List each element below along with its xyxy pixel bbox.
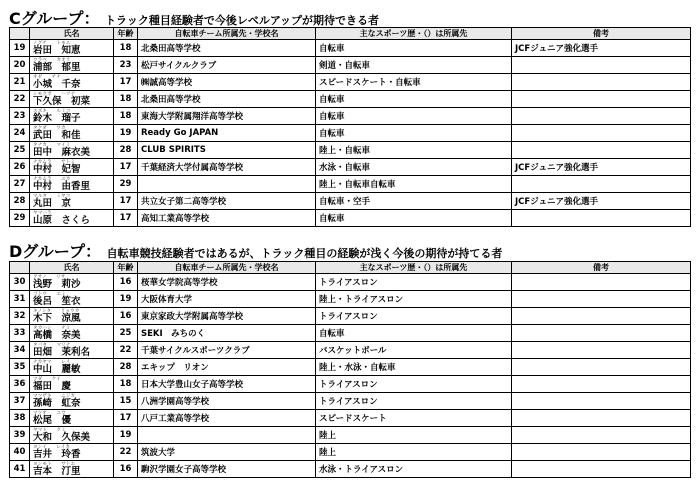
rider-team: 東京家政大学附属高等学校	[138, 308, 316, 325]
rider-name-cell	[30, 427, 114, 444]
rider-notes	[512, 142, 691, 159]
rider-age: 17	[114, 159, 138, 176]
rider-name-reading: アサノ リサ	[33, 275, 66, 280]
rider-sports-history: 自転車	[316, 108, 512, 125]
group-d-header-row	[10, 262, 691, 274]
rider-name-cell	[30, 193, 114, 210]
rider-name: 福田 慶	[33, 381, 72, 392]
rider-name-reading: ヨシモト サトエ	[33, 462, 76, 467]
rider-name-reading: ゴトウ エミ	[33, 292, 66, 297]
rider-age: 22	[114, 342, 138, 359]
rider-notes	[512, 444, 691, 461]
rider-name-cell	[30, 176, 114, 193]
rider-name-reading: ウラベ カオリ	[33, 58, 71, 63]
rider-name: 高橋 奈美	[33, 330, 81, 341]
rider-name-reading: ナカムラ ユカ	[33, 177, 71, 182]
roster-row	[10, 410, 691, 427]
row-number: 23	[10, 108, 30, 125]
rider-team: SEKI みちのく	[138, 325, 316, 342]
rider-notes: JCFジュニア強化選手	[512, 40, 691, 57]
rider-team: 松戸サイクルクラブ	[138, 57, 316, 74]
rider-team: 八戸工業高等学校	[138, 410, 316, 427]
rider-name: 中村 妃智	[33, 164, 81, 175]
rider-name: 中山 麗敏	[33, 364, 81, 375]
rider-age: 18	[114, 376, 138, 393]
roster-row	[10, 376, 691, 393]
rider-name: 浅野 莉沙	[33, 279, 81, 290]
rider-sports-history: 陸上	[316, 427, 512, 444]
rider-team	[138, 427, 316, 444]
rider-age: 28	[114, 142, 138, 159]
rider-sports-history: 自転車	[316, 325, 512, 342]
rider-notes	[512, 108, 691, 125]
rider-sports-history: 水泳・自転車	[316, 159, 512, 176]
rider-notes	[512, 74, 691, 91]
rider-name-cell	[30, 342, 114, 359]
rider-team: 八洲学園高等学校	[138, 393, 316, 410]
col-number-header	[10, 262, 30, 274]
row-number: 37	[10, 393, 30, 410]
row-number: 26	[10, 159, 30, 176]
rider-age: 19	[114, 427, 138, 444]
rider-name-reading: マルタ ミヤコ	[33, 194, 71, 199]
roster-row	[10, 40, 691, 57]
row-number: 39	[10, 427, 30, 444]
rider-team: 北桑田高等学校	[138, 40, 316, 57]
rider-age: 19	[114, 291, 138, 308]
rider-name-reading: ヨシイ レイカ	[33, 445, 71, 450]
group-c-description: トラック種目経験者で今後レベルアップが期待できる者	[105, 14, 380, 27]
group-d-description: 自転車競技経験者ではあるが、トラック種目の経験が浅く今後の期待が持てる者	[106, 247, 503, 260]
rider-age: 16	[114, 461, 138, 478]
rider-name-cell	[30, 444, 114, 461]
rider-sports-history: トライアスロン	[316, 274, 512, 291]
rider-team: Ready Go JAPAN	[138, 125, 316, 142]
rider-age: 17	[114, 193, 138, 210]
rider-name-cell	[30, 410, 114, 427]
row-number: 29	[10, 210, 30, 227]
rider-age: 18	[114, 108, 138, 125]
rider-notes	[512, 57, 691, 74]
rider-name: 後呂 笙衣	[33, 296, 81, 307]
col-number-header	[10, 28, 30, 40]
rider-name-cell	[30, 210, 114, 227]
rider-name: 岩田 知恵	[33, 45, 81, 56]
rider-name: 孫崎 虹奈	[33, 398, 81, 409]
rider-notes	[512, 291, 691, 308]
roster-row	[10, 444, 691, 461]
rider-name-cell	[30, 57, 114, 74]
rider-notes	[512, 176, 691, 193]
col-sports-header: 主なスポーツ歴・（）は所属先	[316, 28, 512, 40]
rider-name: 浦部 郁里	[33, 62, 81, 73]
rider-name: 木下 涼風	[33, 313, 81, 324]
rider-sports-history: トライアスロン	[316, 308, 512, 325]
roster-row	[10, 159, 691, 176]
rider-sports-history: バスケットボール	[316, 342, 512, 359]
row-number: 25	[10, 142, 30, 159]
row-number: 20	[10, 57, 30, 74]
row-number: 41	[10, 461, 30, 478]
rider-age: 17	[114, 74, 138, 91]
rider-team: 共立女子第二高等学校	[138, 193, 316, 210]
row-number: 36	[10, 376, 30, 393]
rider-name-cell	[30, 74, 114, 91]
rider-notes	[512, 376, 691, 393]
row-number: 24	[10, 125, 30, 142]
roster-row	[10, 210, 691, 227]
rider-notes	[512, 359, 691, 376]
rider-name-cell	[30, 359, 114, 376]
rider-name-reading: マツザキ ニジカ	[33, 394, 76, 399]
rider-age: 19	[114, 125, 138, 142]
rider-name: 田畑 茉利名	[33, 347, 91, 358]
rider-team: 高知工業高等学校	[138, 210, 316, 227]
rider-sports-history: 自転車	[316, 91, 512, 108]
rider-name-cell	[30, 291, 114, 308]
rider-name: 小城 千奈	[33, 79, 81, 90]
row-number: 32	[10, 308, 30, 325]
rider-age: 23	[114, 57, 138, 74]
group-c-heading: Cグループ：	[9, 9, 100, 28]
rider-team	[138, 176, 316, 193]
rider-name: 山原 さくら	[33, 215, 91, 226]
row-number: 40	[10, 444, 30, 461]
rider-sports-history: 陸上・自転車自転車	[316, 176, 512, 193]
group-d-title	[9, 239, 502, 259]
rider-notes: JCFジュニア強化選手	[512, 159, 691, 176]
roster-row	[10, 74, 691, 91]
rider-notes	[512, 427, 691, 444]
rider-sports-history: 水泳・トライアスロン	[316, 461, 512, 478]
rider-age: 16	[114, 274, 138, 291]
rider-sports-history: 自転車	[316, 210, 512, 227]
rider-name-cell	[30, 108, 114, 125]
group-c-title	[9, 6, 379, 26]
rider-notes: JCFジュニア強化選手	[512, 193, 691, 210]
rider-notes	[512, 393, 691, 410]
rider-age: 15	[114, 393, 138, 410]
rider-notes	[512, 274, 691, 291]
row-number: 35	[10, 359, 30, 376]
rider-name: 下久保 初菜	[33, 96, 91, 107]
rider-team: 東海大学附属翔洋高等学校	[138, 108, 316, 125]
col-name-header: 氏名	[30, 262, 114, 274]
roster-row	[10, 461, 691, 478]
rider-age: 18	[114, 91, 138, 108]
row-number: 30	[10, 274, 30, 291]
rider-notes	[512, 91, 691, 108]
rider-team: 駒沢学園女子高等学校	[138, 461, 316, 478]
rider-age: 29	[114, 176, 138, 193]
rider-name-cell	[30, 91, 114, 108]
rider-name-reading: タバタ マリナ	[33, 343, 71, 348]
rider-sports-history: 陸上・水泳・自転車	[316, 359, 512, 376]
rider-name-reading: キノシタ リョウカ	[33, 309, 80, 314]
row-number: 21	[10, 74, 30, 91]
roster-row	[10, 291, 691, 308]
group-d-heading: Dグループ：	[9, 242, 102, 261]
rider-name: 丸田 京	[33, 198, 72, 209]
rider-name-cell	[30, 125, 114, 142]
col-name-header: 氏名	[30, 28, 114, 40]
rider-name-cell	[30, 461, 114, 478]
col-sports-header: 主なスポーツ歴・（）は所属先	[316, 262, 512, 274]
roster-row	[10, 274, 691, 291]
row-number: 31	[10, 291, 30, 308]
rider-sports-history: 自転車・空手	[316, 193, 512, 210]
group-c-header-row	[10, 28, 691, 40]
rider-name-reading: ヤマハラ	[33, 211, 52, 216]
rider-name-cell	[30, 274, 114, 291]
rider-age: 17	[114, 210, 138, 227]
rider-notes	[512, 325, 691, 342]
rider-sports-history: スピードスケート・自転車	[316, 74, 512, 91]
rider-team: 千葉サイクルスポーツクラブ	[138, 342, 316, 359]
rider-name-reading: シモクボ ハツナ	[33, 92, 76, 97]
rider-team: 北桑田高等学校	[138, 91, 316, 108]
rider-sports-history: トライアスロン	[316, 393, 512, 410]
rider-name: 吉井 玲香	[33, 449, 81, 460]
rider-notes	[512, 210, 691, 227]
rider-notes	[512, 461, 691, 478]
rider-name: 田中 麻衣美	[33, 147, 91, 158]
roster-row	[10, 176, 691, 193]
rider-name: 吉本 汀里	[33, 466, 81, 477]
rider-name-reading: ナカムラ サトミ	[33, 160, 76, 165]
rider-age: 17	[114, 410, 138, 427]
rider-name-reading: タケダ ワカ	[33, 126, 66, 131]
rider-name: 鈴木 瑠子	[33, 113, 81, 124]
rider-name-reading: ツダ ケイ	[33, 377, 61, 382]
rider-name-cell	[30, 159, 114, 176]
roster-row	[10, 142, 691, 159]
rider-team: 日本大学豊山女子高等学校	[138, 376, 316, 393]
col-age-header: 年齢	[114, 28, 138, 40]
rider-sports-history: 陸上・トライアスロン	[316, 291, 512, 308]
row-number: 34	[10, 342, 30, 359]
rider-sports-history: 剣道・自転車	[316, 57, 512, 74]
col-notes-header: 備考	[512, 262, 691, 274]
roster-row	[10, 342, 691, 359]
row-number: 28	[10, 193, 30, 210]
rider-name-reading: ノグチ トモエ	[33, 41, 71, 46]
rider-name-reading: タナカ マイミ	[33, 143, 71, 148]
rider-sports-history: トライアスロン	[316, 376, 512, 393]
rider-name-reading: ナカヤマ レイ	[33, 360, 71, 365]
roster-row	[10, 308, 691, 325]
row-number: 38	[10, 410, 30, 427]
rider-name-cell	[30, 393, 114, 410]
group-c-table	[9, 27, 691, 227]
group-d-table	[9, 261, 691, 478]
col-team-header: 自転車チーム所属先・学校名	[138, 28, 316, 40]
rider-name-reading: マツオ ユウ	[33, 411, 66, 416]
rider-sports-history: 陸上	[316, 444, 512, 461]
rider-team: CLUB SPIRITS	[138, 142, 316, 159]
roster-row	[10, 393, 691, 410]
col-notes-header: 備考	[512, 28, 691, 40]
roster-row	[10, 193, 691, 210]
rider-notes	[512, 308, 691, 325]
rider-age: 18	[114, 40, 138, 57]
rider-name: 武田 和佳	[33, 130, 81, 141]
rider-name: 大和 久保美	[33, 432, 91, 443]
roster-row	[10, 108, 691, 125]
rider-age: 22	[114, 444, 138, 461]
roster-row	[10, 359, 691, 376]
rider-notes	[512, 342, 691, 359]
rider-name-reading: オゼ チナ	[33, 75, 62, 80]
rider-name-cell	[30, 142, 114, 159]
col-age-header: 年齢	[114, 262, 138, 274]
rider-sports-history: スピードスケート	[316, 410, 512, 427]
row-number: 19	[10, 40, 30, 57]
rider-team: 筑波大学	[138, 444, 316, 461]
rider-sports-history: 自転車	[316, 125, 512, 142]
rider-team: 大阪体育大学	[138, 291, 316, 308]
rider-notes	[512, 410, 691, 427]
rider-name-cell	[30, 308, 114, 325]
roster-row	[10, 57, 691, 74]
rider-name-cell	[30, 376, 114, 393]
rider-name-cell	[30, 325, 114, 342]
rider-team: エキップ リオン	[138, 359, 316, 376]
roster-row	[10, 427, 691, 444]
rider-age: 16	[114, 308, 138, 325]
rider-name-reading: タカハシ ナミ	[33, 326, 71, 331]
roster-row	[10, 125, 691, 142]
rider-name: 松尾 優	[33, 415, 72, 426]
roster-row	[10, 325, 691, 342]
rider-age: 25	[114, 325, 138, 342]
rider-age: 28	[114, 359, 138, 376]
rider-name-cell	[30, 40, 114, 57]
rider-name: 中村 由香里	[33, 181, 91, 192]
rider-team: 千葉経済大学付属高等学校	[138, 159, 316, 176]
row-number: 22	[10, 91, 30, 108]
rider-name-reading: スズキ ルミコ	[33, 109, 71, 114]
rider-team: 桜華女学院高等学校	[138, 274, 316, 291]
roster-row	[10, 91, 691, 108]
row-number: 33	[10, 325, 30, 342]
rider-name-reading: ヤマト クミ	[33, 428, 66, 433]
col-team-header: 自転車チーム所属先・学校名	[138, 262, 316, 274]
rider-sports-history: 自転車	[316, 40, 512, 57]
rider-team: ㈱誠高等学校	[138, 74, 316, 91]
row-number: 27	[10, 176, 30, 193]
rider-sports-history: 陸上・自転車	[316, 142, 512, 159]
rider-notes	[512, 125, 691, 142]
